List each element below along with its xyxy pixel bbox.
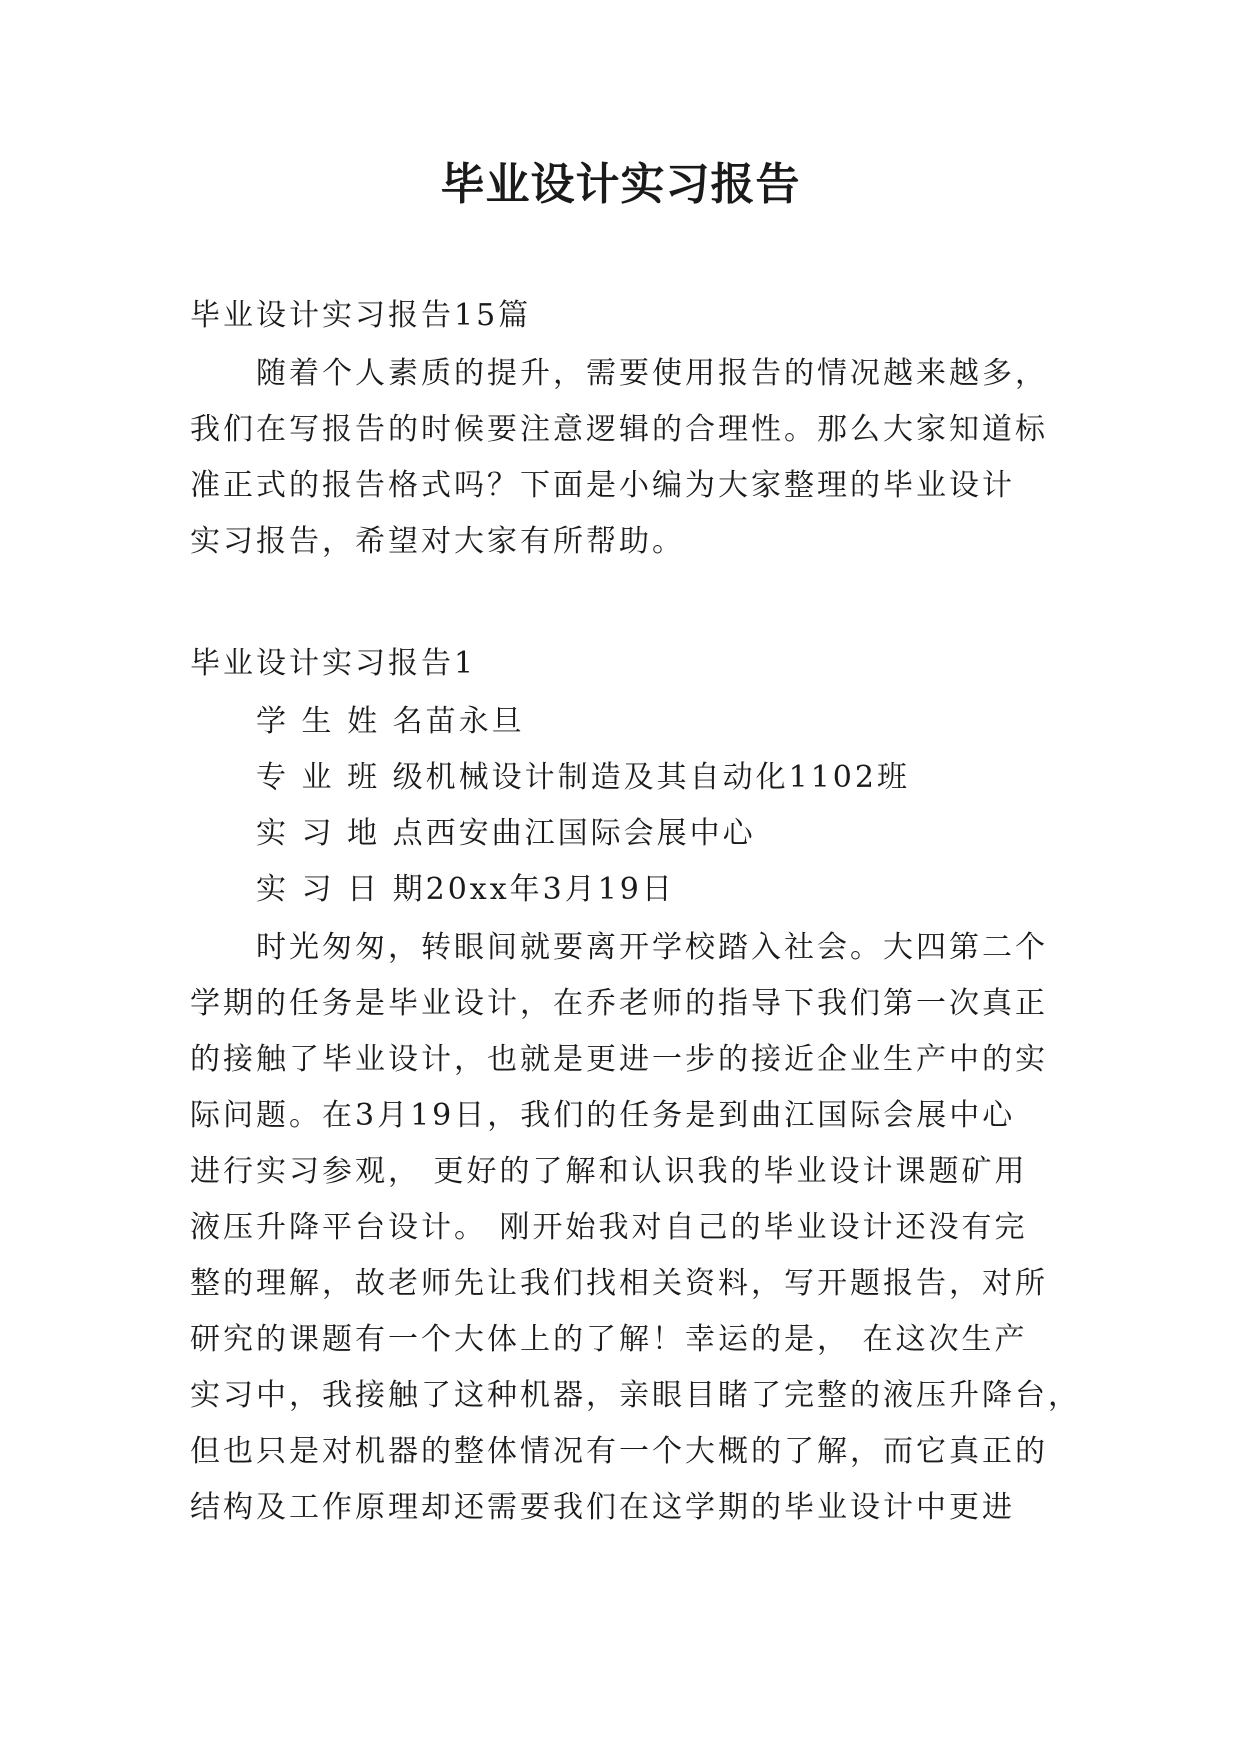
info-line-date: 实 习 日 期20xx年3月19日 [256,872,675,907]
info-line-name: 学 生 姓 名苗永旦 [256,704,525,739]
intro-line: 准正式的报告格式吗？下面是小编为大家整理的毕业设计 [190,468,1015,503]
intro-line: 随着个人素质的提升，需要使用报告的情况越来越多， [256,356,1048,391]
body-line: 进行实习参观， 更好的了解和认识我的毕业设计课题矿用 [190,1154,1028,1189]
info-line-class: 专 业 班 级机械设计制造及其自动化1102班 [256,760,910,795]
section-heading: 毕业设计实习报告1 [190,646,477,681]
page-title: 毕业设计实习报告 [440,159,801,210]
body-line: 学期的任务是毕业设计，在乔老师的指导下我们第一次真正 [190,986,1048,1021]
body-line: 结构及工作原理却还需要我们在这学期的毕业设计中更进 [190,1490,1015,1525]
info-line-location: 实 习 地 点西安曲江国际会展中心 [256,816,756,851]
intro-heading: 毕业设计实习报告15篇 [190,298,532,333]
body-line: 研究的课题有一个大体上的了解！幸运的是， 在这次生产 [190,1322,1028,1357]
body-line: 的接触了毕业设计，也就是更进一步的接近企业生产中的实 [190,1042,1048,1077]
intro-line: 我们在写报告的时候要注意逻辑的合理性。那么大家知道标 [190,412,1048,447]
body-line: 际问题。在3月19日，我们的任务是到曲江国际会展中心 [190,1098,1016,1133]
intro-line: 实习报告，希望对大家有所帮助。 [190,524,685,559]
body-line: 但也只是对机器的整体情况有一个大概的了解，而它真正的 [190,1434,1048,1469]
body-line: 时光匆匆，转眼间就要离开学校踏入社会。大四第二个 [256,930,1048,965]
body-line: 液压升降平台设计。 刚开始我对自己的毕业设计还没有完 [190,1210,1028,1245]
body-line: 整的理解，故老师先让我们找相关资料，写开题报告，对所 [190,1266,1048,1301]
body-line: 实习中，我接触了这种机器，亲眼目睹了完整的液压升降台， [190,1378,1081,1413]
